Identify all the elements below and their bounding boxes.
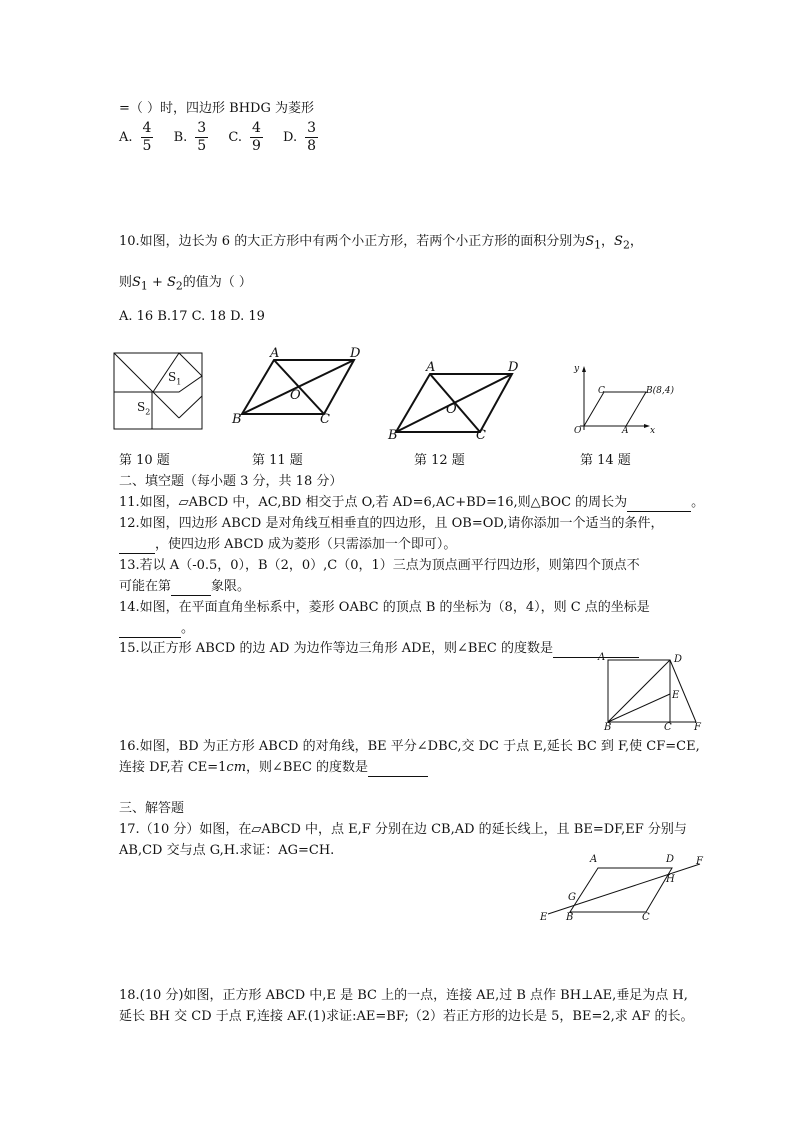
- q11: 11.如图，▱ABCD 中，AC,BD 相交于点 O,若 AD=6,AC+BD=16,则△BOC 的周长为 。: [119, 495, 705, 510]
- q15: 15.以正方形 ABCD 的边 AD 为边作等边三角形 ADE，则∠BEC 的度数是: [119, 640, 639, 658]
- f12-label-d: D: [508, 360, 519, 375]
- f14-label-b: B(8,4): [646, 386, 674, 396]
- q9-option-c: C. $\frac{4}{9}$: [228, 120, 261, 154]
- caption-10: 第 10 题: [119, 453, 170, 468]
- figure-12: [386, 360, 522, 443]
- f11-label-d: D: [350, 346, 361, 361]
- f17-label-g: G: [568, 892, 576, 903]
- figure-16: [596, 652, 706, 736]
- q9-options: [119, 120, 334, 155]
- q14-line2: 。: [119, 620, 194, 638]
- f14-label-o: O: [574, 426, 582, 436]
- f16-label-d: D: [674, 654, 683, 665]
- f10-s1-label: $S_1$: [168, 370, 182, 387]
- f17-label-d: D: [666, 854, 675, 865]
- f14-label-x: x: [650, 426, 656, 436]
- f16-label-f: F: [694, 722, 701, 733]
- f14-label-a: A: [622, 426, 629, 436]
- f16-label-b: B: [604, 722, 612, 733]
- q18-line2: 延长 BH 交 CD 于点 F,连接 AF.(1)求证:AE=BF;（2）若正方形的边长是 5，BE=2,求 AF 的长。: [119, 1009, 694, 1024]
- q18-line1: 18.(10 分)如图，正方形 ABCD 中,E 是 BC 上的一点，连接 AE,过 B 点作 BH⊥AE,垂足为点 H,: [119, 988, 688, 1003]
- q9-stem-end: =（ ）时，四边形 BHDG 为菱形: [119, 101, 314, 116]
- f12-label-o: O: [446, 402, 457, 417]
- q9-option-b: B. $\frac{3}{5}$: [173, 120, 207, 154]
- fraction: $\frac{4}{5}$: [142, 120, 152, 154]
- q12-line1: 12.如图，四边形 ABCD 是对角线互相垂直的四边形，且 OB=OD,请你添加一个适当的条件，: [119, 516, 664, 531]
- f12-label-a: A: [426, 360, 436, 375]
- f17-label-b: B: [566, 912, 574, 923]
- f12-label-b: B: [388, 428, 398, 443]
- f11-label-b: B: [232, 412, 242, 427]
- f11-label-c: C: [320, 412, 330, 427]
- q17-line2: AB,CD 交与点 G,H.求证：AG=CH.: [119, 843, 335, 858]
- q17-line1: 17.（10 分）如图，在▱ABCD 中，点 E,F 分别在边 CB,AD 的延长线上，且 BE=DF,EF 分别与: [119, 822, 687, 837]
- f17-label-f: F: [696, 856, 703, 867]
- f11-label-o: O: [290, 388, 301, 403]
- f17-label-h: H: [666, 874, 675, 885]
- caption-11: 第 11 题: [252, 453, 303, 468]
- figure-10: [113, 352, 205, 432]
- q12-line2: ，使四边形 ABCD 成为菱形（只需添加一个即可）。: [119, 536, 456, 554]
- fraction: $\frac{3}{8}$: [307, 120, 317, 154]
- fraction: $\frac{3}{5}$: [197, 120, 207, 154]
- f12-label-c: C: [476, 428, 486, 443]
- f17-label-e: E: [540, 912, 548, 923]
- f17-label-c: C: [642, 912, 650, 923]
- q14-line1: 14.如图，在平面直角坐标系中，菱形 OABC 的顶点 B 的坐标为（8，4），则 C 点的坐标是: [119, 600, 650, 615]
- f11-label-a: A: [270, 346, 280, 361]
- f16-label-e: E: [672, 690, 680, 701]
- q10-stem: 10.如图，边长为 6 的大正方形中有两个小正方形，若两个小正方形的面积分别为$S_1$，$S_2$，: [119, 234, 643, 252]
- q16-line2: 连接 DF,若 CE=1cm，则∠BEC 的度数是: [119, 759, 428, 777]
- f10-s2-label: $S_2$: [137, 400, 151, 417]
- f16-label-a: A: [598, 652, 606, 663]
- f16-label-c: C: [664, 722, 672, 733]
- q9-option-d: D. $\frac{3}{8}$: [283, 120, 317, 154]
- section3-title: 三、解答题: [119, 801, 185, 816]
- q16-line1: 16.如图，BD 为正方形 ABCD 的对角线，BE 平分∠DBC,交 DC 于点 E,延长 BC 到 F,使 CF=CE,: [119, 739, 700, 754]
- f14-label-c: C: [598, 386, 605, 396]
- figure-17: [540, 854, 710, 930]
- caption-12: 第 12 题: [414, 453, 465, 468]
- q13-line1: 13.若以 A（-0.5，0），B（2，0）,C（0，1）三点为顶点画平行四边形，则第四个顶点不: [119, 558, 640, 573]
- q10-line2: 则$S_1 + S_2$的值为（ ）: [119, 275, 252, 293]
- q9-option-a: A. $\frac{4}{5}$: [119, 120, 152, 154]
- figure-11: [232, 346, 362, 430]
- caption-14: 第 14 题: [580, 453, 631, 468]
- fraction: $\frac{4}{9}$: [251, 120, 261, 154]
- figure-14: [570, 362, 674, 442]
- f17-label-a: A: [590, 854, 598, 865]
- q13-line2: 可能在第 象限。: [119, 579, 251, 594]
- f14-label-y: y: [574, 364, 580, 374]
- q10-options: A. 16 B.17 C. 18 D. 19: [119, 309, 265, 324]
- section2-title: 二、填空题（每小题 3 分，共 18 分）: [119, 474, 343, 489]
